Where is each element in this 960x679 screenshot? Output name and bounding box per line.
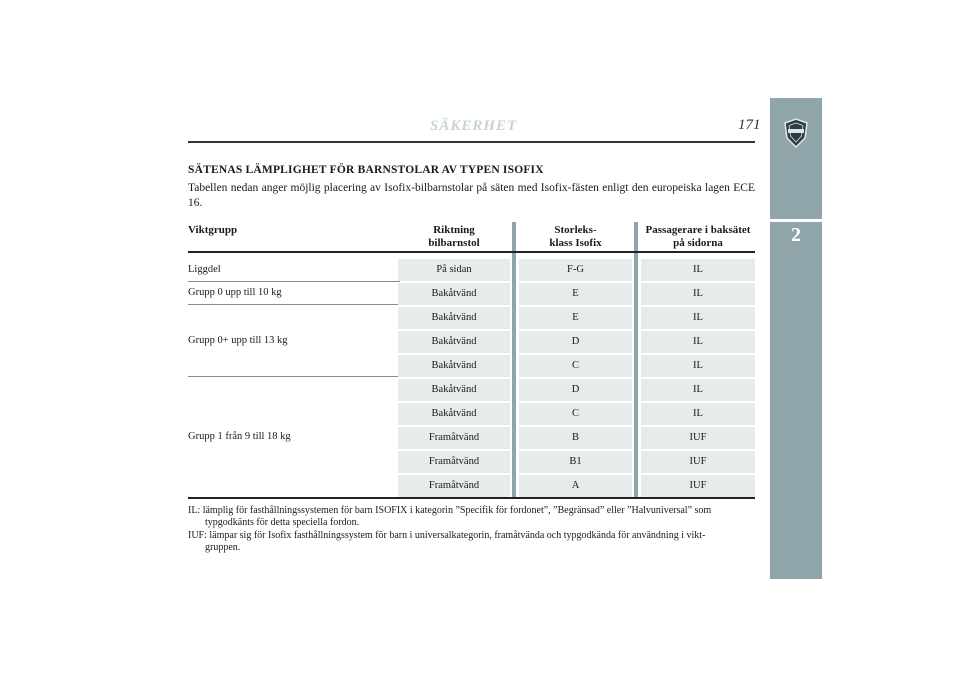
cell-direction: Framåtvänd — [398, 475, 510, 497]
cell-direction: Bakåtvänd — [398, 355, 510, 377]
group-label-liggdel: Liggdel — [188, 264, 221, 275]
page-number: 171 — [738, 117, 761, 133]
cell-direction: Bakåtvänd — [398, 379, 510, 401]
cell-direction: Bakåtvänd — [398, 283, 510, 305]
header-rule — [188, 141, 755, 143]
table-header-rule — [188, 251, 755, 253]
group-separator — [188, 376, 400, 377]
cell-passenger: IL — [641, 355, 755, 377]
col-header-passagerare-line1: Passagerare i baksätet — [645, 224, 751, 236]
cell-size: B1 — [519, 451, 632, 473]
lancia-shield-logo-icon — [783, 118, 809, 148]
cell-direction: Framåtvänd — [398, 451, 510, 473]
col-header-riktning-line1: Riktning — [433, 224, 475, 236]
chapter-sidebar — [770, 98, 822, 579]
cell-size: C — [519, 403, 632, 425]
col-header-storleks-line1: Storleks- — [554, 224, 597, 236]
cell-passenger: IUF — [641, 475, 755, 497]
col-header-passagerare-line2: på sidorna — [673, 237, 723, 249]
chapter-number: 2 — [791, 224, 801, 246]
cell-passenger: IL — [641, 283, 755, 305]
cell-size: F-G — [519, 259, 632, 281]
cell-direction: Bakåtvänd — [398, 403, 510, 425]
cell-passenger: IUF — [641, 451, 755, 473]
cell-passenger: IUF — [641, 427, 755, 449]
footnote-iuf-line2: gruppen. — [205, 542, 241, 553]
footnote-il — [188, 505, 755, 529]
cell-size: C — [519, 355, 632, 377]
group-label-grupp-0: Grupp 0 upp till 10 kg — [188, 287, 282, 298]
cell-size: A — [519, 475, 632, 497]
group-separator — [188, 304, 400, 305]
group-label-grupp-1: Grupp 1 från 9 till 18 kg — [188, 431, 291, 442]
cell-direction: Framåtvänd — [398, 427, 510, 449]
section-title: SÄTENAS LÄMPLIGHET FÖR BARNSTOLAR AV TYPEN ISOFIX — [188, 164, 544, 176]
footnote-il-line1: IL: lämplig för fasthållningssystemen för barn ISOFIX i kategorin ”Specifik för fordonet”, ”Begränsad” eller ”Halvuniversal” som — [188, 505, 712, 516]
col-header-viktgrupp: Viktgrupp — [188, 224, 238, 236]
cell-direction: Bakåtvänd — [398, 331, 510, 353]
group-label-grupp-0-plus: Grupp 0+ upp till 13 kg — [188, 335, 288, 346]
col-header-storleks-line2: klass Isofix — [549, 237, 602, 249]
cell-passenger: IL — [641, 307, 755, 329]
cell-size: D — [519, 379, 632, 401]
cell-size: B — [519, 427, 632, 449]
column-separator — [634, 222, 638, 497]
cell-passenger: IL — [641, 259, 755, 281]
sidebar-divider — [770, 219, 822, 222]
footnote-il-line2: typgodkänts för detta speciella fordon. — [205, 517, 360, 528]
cell-size: E — [519, 283, 632, 305]
column-separator — [512, 222, 516, 497]
cell-size: D — [519, 331, 632, 353]
col-header-riktning-line2: bilbarnstol — [428, 237, 480, 249]
footnote-iuf — [188, 530, 755, 554]
col-header-storleks — [519, 224, 632, 250]
cell-size: E — [519, 307, 632, 329]
group-separator — [188, 281, 400, 282]
col-header-riktning — [398, 224, 510, 250]
cell-direction: Bakåtvänd — [398, 307, 510, 329]
intro-paragraph: Tabellen nedan anger möjlig placering av Isofix-bilbarnstolar på säten med Isofix-fästen enligt den europeiska lagen ECE 16. — [188, 182, 755, 209]
cell-direction: På sidan — [398, 259, 510, 281]
cell-passenger: IL — [641, 403, 755, 425]
col-header-passagerare — [641, 224, 755, 250]
page-header-title: SÄKERHET — [430, 118, 518, 134]
footnote-iuf-line1: IUF: lämpar sig för Isofix fasthållningssystem för barn i universalkategorin, framåtvända och typgodkända för användning i vikt- — [188, 530, 706, 541]
cell-passenger: IL — [641, 331, 755, 353]
table-bottom-rule — [188, 497, 755, 499]
cell-passenger: IL — [641, 379, 755, 401]
